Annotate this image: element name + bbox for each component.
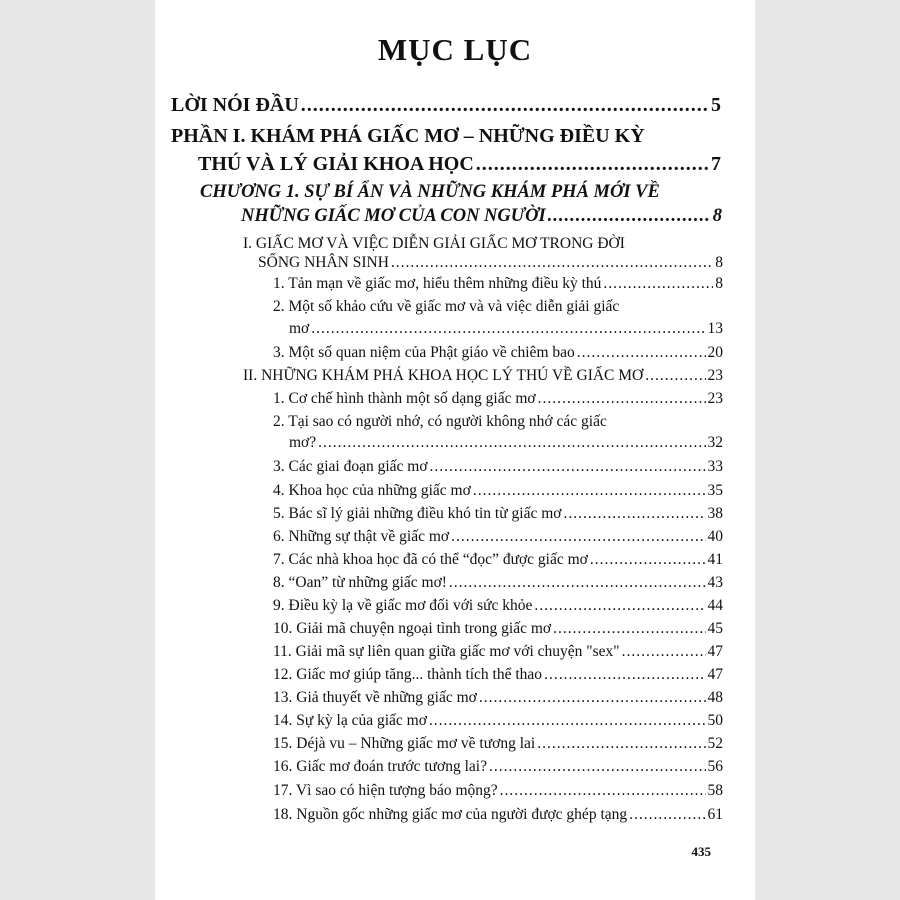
toc-item: 14. Sự kỳ lạ của giấc mơ ..... 50 (273, 712, 723, 730)
toc-item: mơ ..... 13 (289, 320, 723, 338)
toc-item: 10. Giải mã chuyện ngoại tình trong giấc mơ ..... 45 (273, 620, 723, 638)
toc-item: 13. Giả thuyết về những giấc mơ ..... 48 (273, 689, 723, 707)
toc-item: 17. Vì sao có hiện tượng báo mộng? ..... 58 (273, 782, 723, 800)
page-number: 435 (691, 844, 711, 859)
toc-section-1-line1: I. GIẤC MƠ VÀ VIỆC DIỄN GIẢI GIẤC MƠ TRONG ĐỜI (243, 235, 625, 252)
toc-item: 18. Nguồn gốc những giấc mơ của người được ghép tạng ..... 61 (273, 806, 723, 824)
toc-item: 1. Cơ chế hình thành một số dạng giấc mơ ..... 23 (273, 390, 723, 408)
toc-part-1-line1: PHẦN I. KHÁM PHÁ GIẤC MƠ – NHỮNG ĐIỀU KỲ (171, 125, 645, 147)
page-title: MỤC LỤC (377, 32, 533, 67)
book-page (155, 0, 755, 900)
toc-item: 6. Những sự thật về giấc mơ ..... 40 (273, 528, 723, 546)
toc-item: mơ? ..... 32 (289, 434, 723, 452)
toc-item: 9. Điều kỳ lạ về giấc mơ đối với sức khỏe ..... 44 (273, 597, 723, 615)
toc-chapter-1: NHỮNG GIẤC MƠ CỦA CON NGƯỜI ..... 8 (241, 206, 722, 227)
toc-chapter-1-line1: CHƯƠNG 1. SỰ BÍ ẨN VÀ NHỮNG KHÁM PHÁ MỚI VỀ (200, 182, 660, 202)
toc-item: 5. Bác sĩ lý giải những điều khó tin từ giấc mơ ..... 38 (273, 505, 723, 523)
toc-part-1: THÚ VÀ LÝ GIẢI KHOA HỌC ..... 7 (198, 153, 721, 176)
toc-item: 4. Khoa học của những giấc mơ ..... 35 (273, 482, 723, 500)
toc-item: 15. Déjà vu – Những giấc mơ về tương lai ..... 52 (273, 735, 723, 753)
toc-item: 8. “Oan” từ những giấc mơ! ..... 43 (273, 574, 723, 592)
toc-section-1: SỐNG NHÂN SINH ..... 8 (258, 254, 723, 272)
toc-item: 12. Giấc mơ giúp tăng... thành tích thể thao ..... 47 (273, 666, 723, 684)
toc-item: 7. Các nhà khoa học đã có thể “đọc” được giấc mơ ..... 41 (273, 551, 723, 569)
toc-item: 16. Giấc mơ đoán trước tương lai? ..... 56 (273, 758, 723, 776)
toc-entry-foreword: LỜI NÓI ĐẦU ..... 5 (171, 94, 721, 117)
toc-item-line1: 2. Tại sao có người nhớ, có người không nhớ các giấc (273, 413, 607, 430)
toc-item-line1: 2. Một số khảo cứu về giấc mơ và và việc diễn giải giấc (273, 298, 620, 315)
toc-item: 3. Các giai đoạn giấc mơ ..... 33 (273, 458, 723, 476)
toc-item: 3. Một số quan niệm của Phật giáo về chiêm bao ..... 20 (273, 344, 723, 362)
toc-item: 11. Giải mã sự liên quan giữa giấc mơ với chuyện "sex" ..... 47 (273, 643, 723, 661)
toc-section-2: II. NHỮNG KHÁM PHÁ KHOA HỌC LÝ THÚ VỀ GIẤC MƠ ..... 23 (243, 367, 723, 385)
toc-item: 1. Tản mạn về giấc mơ, hiểu thêm những điều kỳ thú ..... 8 (273, 275, 723, 293)
